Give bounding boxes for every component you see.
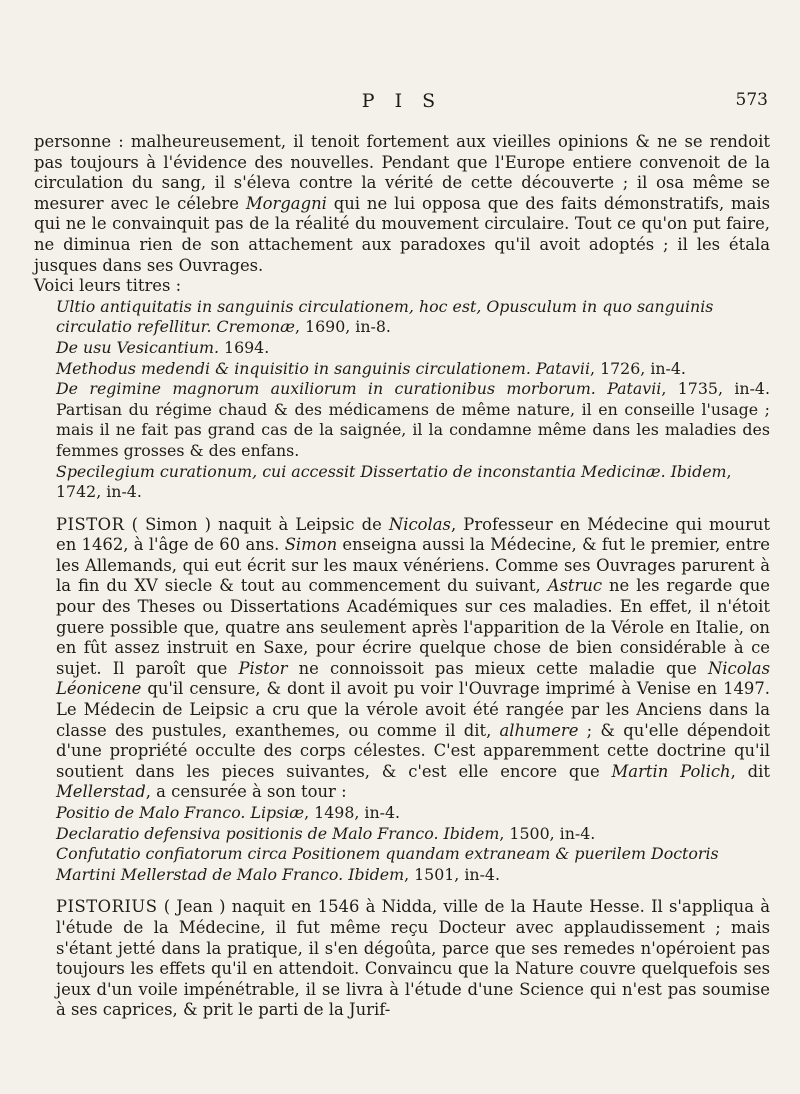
citation: De regimine magnorum auxiliorum in curationibus morborum. Patavii, 1735, in-4. Partisan du régime chaud & des médicamens de même nature, il en conseille l'usage ; mais il ne fait pas grand cas de la saignée, il la condamne même dans les maladies des femmes grosses & des enfans. [56,379,770,460]
entry-pistorius: PISTORIUS ( Jean ) naquit en 1546 à Nidda, ville de la Haute Hesse. Il s'appliqua à l'étude de la Médecine, il fut même reçu Docteur avec applaudissement ; mais s'étant jetté dans la pratique, il s'en dégoûta, parce que ses remedes n'opéroient pas toujours les effets qu'il en attendoit. Convaincu que la Nature couvre quelquefois ses jeux d'un voile impénétrable, il se livra à l'étude d'une Science qui n'est pas soumise à ses caprices, & prit le parti de la Jurif- [56,897,770,1020]
entry-pistor: PISTOR ( Simon ) naquit à Leipsic de Nicolas, Professeur en Médecine qui mourut en 1462, à l'âge de 60 ans. Simon enseigna aussi la Médecine, & fut le premier, entre les Allemands, qui eut écrit sur les maux vénériens. Comme ses Ouvrages parurent à la fin du XV siecle & tout au commencement du suivant, Astruc ne les regarde que pour des Theses ou Dissertations Académiques sur ces maladies. En effet, il n'étoit guere possible que, quatre ans seulement après l'apparition de la Vérole en Italie, on en fût assez instruit en Saxe, pour écrire quelque chose de bien considérable à ce sujet. Il paroît que Pistor ne connoissoit pas mieux cette maladie que Nicolas Léonicene qu'il censure, & dont il avoit pu voir l'Ouvrage imprimé à Venise en 1497. Le Médecin de Leipsic a cru que la vérole avoit été rangée par les Anciens dans la classe des pustules, exanthemes, ou comme il dit, alhumere ; & qu'elle dépendoit d'une propriété occulte des corps célestes. C'est apparemment cette doctrine qu'il soutient dans les pieces suivantes, & c'est elle encore que Martin Polich, dit Mellerstad, a censurée à son tour : [56,514,770,802]
running-header [34,90,770,116]
entry-name: PISTORIUS [56,897,158,917]
entry-name: PISTOR [56,514,125,534]
citation: Positio de Malo Franco. Lipsiæ, 1498, in-4. [56,803,401,822]
running-title: P I S [361,90,443,112]
page-body [34,132,770,1021]
citation: Confutatio confiatorum circa Positionem quandam extraneam & puerilem Doctoris Martini Mellerstad de Malo Franco. Ibidem, 1501, in-4. [56,844,719,884]
citation: Methodus medendi & inquisitio in sanguinis circulationem. Patavii, 1726, in-4. [56,358,686,378]
citation: De usu Vesicantium. 1694. [56,337,270,357]
citation: Ultio antiquitatis in sanguinis circulationem, hoc est, Opusculum in quo sanguinis circulatio refellitur. Cremonæ, 1690, in-8. [56,296,714,337]
citation: Declaratio defensiva positionis de Malo Franco. Ibidem, 1500, in-4. [56,823,596,843]
titles-intro: Voici leurs titres : [34,276,182,296]
page-number: 573 [735,90,768,110]
citation: Specilegium curationum, cui accessit Dissertatio de inconstantia Medicinæ. Ibidem, 1742, in-4. [56,461,732,502]
intro-paragraph: personne : malheureusement, il tenoit fortement aux vieilles opinions & ne se rendoit pas toujours à l'évidence des nouvelles. Pendant que l'Europe entiere convenoit de la circulation du sang, il s'éleva contre la vérité de cette découverte ; il osa même se mesurer avec le célebre Morgagni qui ne lui opposa que des faits démonstratifs, mais qui ne le convainquit pas de la réalité du mouvement circulaire. Tout ce qu'on put faire, ne diminua rien de son attachement aux paradoxes qu'il avoit adoptés ; il les étala jusques dans ses Ouvrages. [34,132,771,275]
